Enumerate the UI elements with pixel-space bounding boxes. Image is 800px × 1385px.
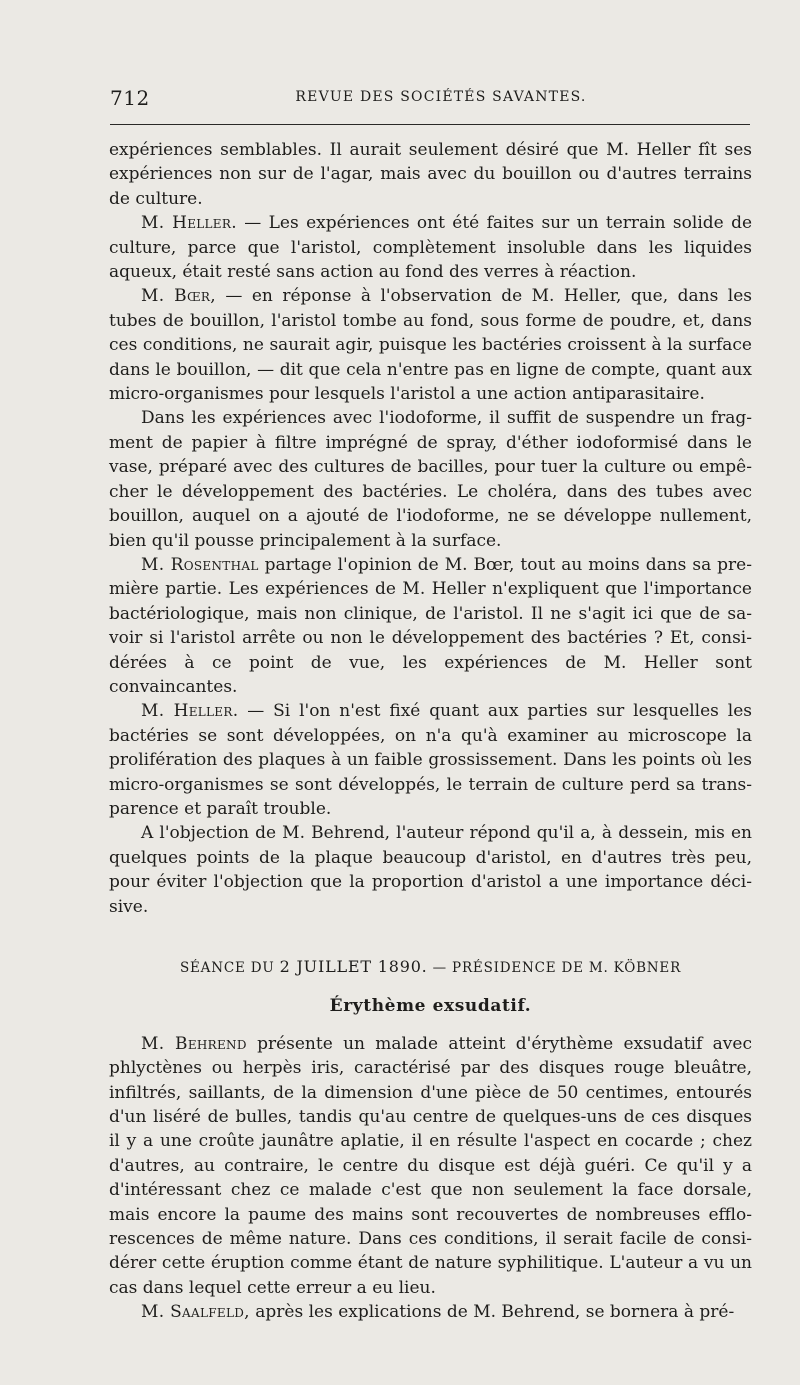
running-title: REVUE DES SOCIÉTÉS SAVANTES.: [295, 89, 587, 105]
speaker-name: M. Bœr,: [141, 286, 216, 307]
page-header: [110, 86, 750, 108]
page-number: 712: [110, 86, 150, 110]
speaker-name: M. Heller.: [141, 701, 239, 722]
session-date: 2 JUILLET 1890.: [279, 957, 428, 976]
paragraph-text: expériences semblables. Il aurait seulement désiré que M. Heller fît ses expériences non sur de l'agar, mais avec du bouillon ou d'autres terrains de culture.: [109, 140, 752, 209]
section-title: Érythème exsudatif.: [329, 996, 532, 1017]
paragraph: [109, 699, 752, 821]
session-heading: [109, 955, 752, 980]
paragraph: [109, 553, 752, 699]
header-rule: [110, 124, 750, 125]
paragraph: [109, 211, 752, 284]
paragraph-text: Dans les expériences avec l'iodoforme, il suffit de suspendre un fragment de papier à filtre imprégné de spray, d'éther iodoformisé dans le vase, préparé avec des cultures de bacilles, pour tuer la culture ou empêcher le développement des bactéries. Le choléra, dans des tubes avec bouillon, auquel on a ajouté de l'iodoforme, ne se développe nullement, bien qu'il pousse principalement à la surface.: [109, 408, 752, 551]
paragraph-text: partage l'opinion de M. Bœr, tout au moins dans sa première partie. Les expériences de M. Heller n'expliquent que l'importance bactériologique, mais non clinique, de l'aristol. Il ne s'agit ici que de savoir si l'aristol arrête ou non le développement des bactéries ? Et, considérées à ce point de vue, les expériences de M. Heller sont convaincantes.: [109, 554, 752, 697]
speaker-name: M. Behrend: [141, 1033, 247, 1054]
paragraph-text: A l'objection de M. Behrend, l'auteur répond qu'il a, à dessein, mis en quelques points de la plaque beaucoup d'aristol, en d'autres très peu, pour éviter l'objection que la proportion d'aristol a une importance décisive.: [109, 823, 752, 917]
paragraph-text: — en réponse à l'observation de M. Heller, que, dans les tubes de bouillon, l'aristol tombe au fond, sous forme de poudre, et, dans ces conditions, ne saurait agir, puisque les bactéries croissent à la surface dans le bouillon, — dit que cela n'entre pas en ligne de compte, quant aux micro-organismes pour lesquels l'aristol a une action antiparasitaire.: [109, 286, 752, 405]
paragraph-text: présente un malade atteint d'érythème exsudatif avec phlyctènes ou herpès iris, caractérisé par des disques rouge bleuâtre, infiltrés, saillants, de la dimension d'une pièce de 50 centimes, entourés d'un liséré de bulles, tandis qu'au centre de quelques-uns de ces disques il y a une croûte jaunâtre aplatie, il en résulte l'aspect en cocarde ; chez d'autres, au contraire, le centre du disque est déjà guéri. Ce qu'il y a d'intéressant chez ce malade c'est que non seulement la face dorsale, mais encore la paume des mains sont recouvertes de nombreuses efflorescences de même nature. Dans ces conditions, il serait facile de considérer cette éruption comme étant de nature syphilitique. L'auteur a vu un cas dans lequel cette erreur a eu lieu.: [109, 1033, 752, 1298]
paragraph: [109, 138, 752, 211]
paragraph: [109, 406, 752, 552]
page-body: [109, 138, 752, 1325]
speaker-name: M. Rosenthal: [141, 554, 259, 575]
paragraph: [109, 821, 752, 919]
paragraph-text: — Si l'on n'est fixé quant aux parties sur lesquelles les bactéries se sont développées, on n'a qu'à examiner au microscope la prolifération des plaques à un faible grossissement. Dans les points où les micro-organismes se sont développés, le terrain de culture perd sa transparence et paraît trouble.: [109, 701, 753, 819]
paragraph-text: après les explications de M. Behrend, se bornera à pré-: [249, 1302, 735, 1323]
paragraph: [109, 1032, 752, 1300]
speaker-name: M. Heller.: [141, 213, 237, 234]
speaker-name: M. Saalfeld,: [141, 1302, 250, 1323]
paragraph: [109, 284, 752, 406]
session-prefix: SÉANCE DU: [179, 960, 280, 976]
paragraph: [109, 1300, 752, 1324]
session-suffix: — PRÉSIDENCE DE M. KÖBNER: [427, 960, 682, 976]
paragraph-text: — Les expériences ont été faites sur un terrain solide de culture, parce que l'aristol, complètement insoluble dans les liquides aqueux, était resté sans action au fond des verres à réaction.: [109, 213, 753, 283]
